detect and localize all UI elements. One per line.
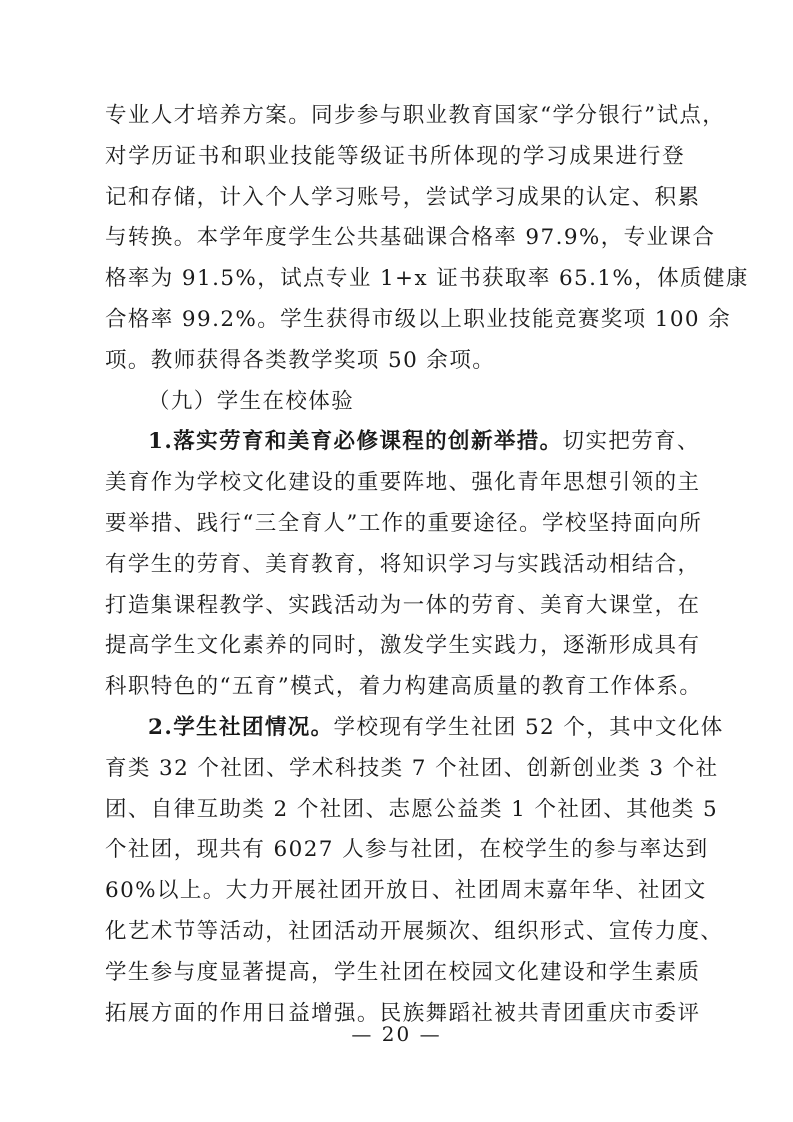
paragraph-text: 学校现有学生社团 52 个，其中文化体 (333, 715, 724, 740)
paragraph-line: 记和存储，计入个人学习账号，尝试学习成果的认定、积累 (105, 184, 701, 210)
paragraph-line: 团、自律互助类 2 个社团、志愿公益类 1 个社团、其他类 5 (105, 796, 719, 822)
paragraph-text: 切实把劳育、 (562, 429, 700, 455)
paragraph-line (148, 708, 724, 748)
paragraph-line: 学生参与度显著提高，学生社团在校园文化建设和学生素质 (105, 959, 701, 985)
paragraph-line: 有学生的劳育、美育教育，将知识学习与实践活动相结合， (105, 551, 701, 577)
paragraph-line: 美育作为学校文化建设的重要阵地、强化青年思想引领的主 (105, 470, 701, 496)
paragraph-line (148, 422, 700, 462)
subsection-heading: 1.落实劳育和美育必修课程的创新举措。 (148, 429, 563, 455)
paragraph-line: 个社团，现共有 6027 人参与社团，在校学生的参与率达到 (105, 837, 709, 863)
paragraph-line: 化艺术节等活动，社团活动开展频次、组织形式、宣传力度、 (105, 919, 724, 944)
paragraph-line: 项。教师获得各类教学奖项 50 余项。 (105, 347, 496, 373)
paragraph-line: 格率为 91.5%，试点专业 1+x 证书获取率 65.1%，体质健康 (105, 266, 749, 292)
page-number: — 20 — (351, 1022, 442, 1046)
paragraph-line: 专业人才培养方案。同步参与职业教育国家“学分银行”试点， (105, 103, 726, 128)
paragraph-line: 提高学生文化素养的同时，激发学生实践力，逐渐形成具有 (105, 633, 701, 659)
paragraph-line: 合格率 99.2%。学生获得市级以上职业技能竞赛奖项 100 余 (105, 307, 732, 332)
paragraph-line: 拓展方面的作用日益增强。民族舞蹈社被共青团重庆市委评 (105, 1000, 701, 1026)
subsection-heading: 2.学生社团情况。 (148, 715, 334, 740)
paragraph-line: 要举措、践行“三全育人”工作的重要途径。学校坚持面向所 (105, 511, 703, 536)
paragraph-line: 与转换。本学年度学生公共基础课合格率 97.9%，专业课合 (105, 225, 716, 251)
section-heading: （九）学生在校体验 (148, 388, 355, 414)
paragraph-line: 科职特色的“五育”模式，着力构建高质量的教育工作体系。 (105, 674, 703, 700)
paragraph-line: 对学历证书和职业技能等级证书所体现的学习成果进行登 (105, 143, 685, 169)
paragraph-line: 60%以上。大力开展社团开放日、社团周末嘉年华、社团文 (105, 878, 707, 904)
paragraph-line: 育类 32 个社团、学术科技类 7 个社团、创新创业类 3 个社 (105, 755, 719, 781)
paragraph-line: 打造集课程教学、实践活动为一体的劳育、美育大课堂，在 (105, 592, 701, 618)
